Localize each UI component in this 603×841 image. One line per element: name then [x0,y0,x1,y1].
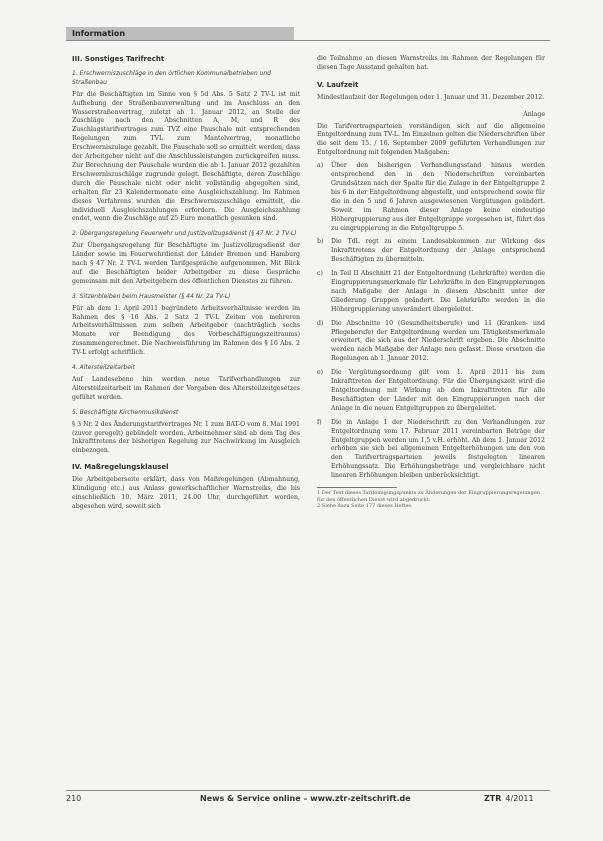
list-item [317,238,545,265]
list-item-text: Die Vergütungsordnung gilt vom 1. April 2011 bis zum Inkrafttreten der Entgeltordnung. Für die Übergangszeit wird die Entgeltordnung mit Wirkung ab dem Inkrafttreten für alle Beschäftigten der Länder mit den Eingruppierungen nach der Anlage in die neuen Entgeltgruppen zu übergeleitet. [331,369,545,412]
section-heading: V. Laufzeit [317,80,359,89]
list-item [317,320,545,365]
list-item [317,162,545,233]
list-item-text: Die TdL regt zu einem Landesabkommen zur Wirkung des Inkrafttretens der Entgeltordnung der Anlage entsprechend Beschäftigten zu übermitteln. [331,238,545,264]
header-rule [66,40,550,41]
subsection-heading: 3. Sitzenbleiben beim Hausmeister (§ 44 Nr. 2a TV-L) [72,292,231,300]
list-item [317,369,545,414]
right-column [317,55,545,510]
paragraph: die Teilnahme an diesen Warnstreiks im Rahmen der Regelungen für diesen Tage Ausstand gehalten hat. [317,55,545,71]
list-item-text: Über den bisherigen Verhandlungsstand hinaus werden entsprechend den in den Niederschriften vereinbarten Grundsätzen nach der Spalte für die Zulage in der Entgeltgruppe 2 bis 6 in der Entgeltordnung abgestellt, und entsprechend sowie für die in den 5 und 6 Jahren ausgewiesenen Vergütungen geändert. Soweit im Rahmen dieser Anlage keine eindeutige Höhergruppierung aus der Entgeltgruppe vorgesehen ist, führt das zu eingruppierung in die Entgeltgruppe 5. [331,162,545,232]
footnote: 1 Der Text dieses Tarifeinigungspunkts zu Änderungen der Eingruppierungsregelungen für den öffentlichen Dienst wird abgedruckt. [317,490,541,503]
list-marker: b) [317,238,324,246]
list-item-text: Die Abschnitte 10 (Gesundheitsberufe) und 11 (Kranken- und Pflegeberufe) der Entgeltordnung werden um Tätigkeitsmerkmale erweitert, die sich aus der Niederschrift ergeben. Die Abschnitte werden nach Maßgabe der Anlage neu gefasst. Diese ersetzen die Regelungen ab 1. Januar 2012. [331,319,545,363]
list-marker: f) [317,418,322,426]
subsection-heading: 5. Beschäftigte Kirchenmusikdienst [72,408,179,416]
anlage-label: Anlage [523,110,545,118]
section-heading: III. Sonstiges Tarifrecht [72,55,165,63]
left-column [72,55,300,515]
subsection-heading: 1. Erschwerniszuschläge in den örtlichen Kommunalbetrieben und Straßenbau [72,69,271,86]
paragraph: Mindestlaufzeit der Regelungen oder 1. Januar und 31. Dezember 2012. [317,93,545,101]
issue-number: 4/2011 [505,794,534,803]
list-item-text: Die in Anlage 1 der Niederschrift zu den Verhandlungen zur Entgeltordnung vom 17. Februar 2011 vereinbarten Beträge der Entgeltgruppen werden um 1,5 v.H. erhöht. Ab dem 1. Januar 2012 erhöhen sie sich bei allgemeinen Entgelterhöhungen um den von den Tarifvertragsparteien jeweils festgelegten linearen Erhöhungssatz. Die Erhöhungsbeträge und vergleichbare nicht linearen Erhöhungen bleiben unberücksichtigt. [331,418,545,480]
paragraph: Für die Beschäftigten im Sinne von § 5d Abs. 5 Satz 2 TV-L ist mit Aufhebung der Straßenbauverwaltung und im Anschluss an den Wasserstraßenvertrag, zuletzt ab 1. Januar 2012, an Stelle der Zuschläge nach den Abschnitten A, M, und R des Zuschlagstarifvertrages zum TVZ eine Pauschale mit entsprechenden Regelungen zum TVL zum Mantelvertrag, monatliche Erschwerniszulage gezahlt. Die Pauschale soll so ermittelt werden, dass der Arbeitgeber nicht auf die Anschlussleistungen zurückgreifen muss. Zur Berechnung der Pauschale wurden die ab 1. Januar 2012 gezahlten Erschwerniszuschläge zugrunde gelegt. Beschäftigte, deren Zuschläge durch die Pauschale nicht oder nicht vollständig abgegolten sind, erhalten für 23 Kalendermonate eine Ausgleichszahlung. Im Rahmen dieses Verfahrens wurden die Erschwerniszuschläge ermittelt, die individuell Ausgleichszahlungen erfordern. Die Ausgleichszahlung endet, wenn die Zuschläge auf 25 Euro monatlich gesunken sind. [72,90,300,223]
paragraph: Die Tarifvertragsparteien verständigen sich auf die allgemeine Entgeltordnung zum TV-L. Im Einzelnen gelten die Niederschriften über die seit dem 15. / 16. September 2009 geführten Verhandlungen zur Entgeltordnung mit folgenden Maßgaben: [317,122,545,157]
footer-website: News & Service online – www.ztr-zeitschrift.de [200,794,411,803]
list-marker: e) [317,369,324,377]
section-tab: Information [66,27,294,40]
paragraph: § 3 Nr. 2 des Änderungstarifvertrages Nr. 1 zum BAT-O vom 8. Mai 1991 (zuvor geregelt) gebündelt worden. Arbeitnehmer sind ab dem Tag des Inkrafttretens der bisherigen Regelung zur Nachwirkung im Ausgleich einbezogen. [72,420,300,455]
footnote: 2 Siehe dazu Seite 177 dieses Heftes. [317,503,413,510]
paragraph: Für ab dem 1. April 2011 begründete Arbeitsverhältnisse werden im Rahmen des § 16 Abs. 2 Satz 2 TV-L Zeiten von mehreren Arbeitsverhältnissen zum selben Arbeitgeber (nachträglich sechs Monate vor Beendigung des Vorbeschäftigungszeitraums) zusammengerechnet. Die Nachweisführung im Rahmen des § 16 Abs. 2 TV-L erfolgt schriftlich. [72,304,300,357]
list-item [317,419,545,481]
footer-issue [484,794,534,803]
list-item-text: In Teil II Abschnitt 21 der Entgeltordnung (Lehrkräfte) werden die Eingruppierungsmerkmale für Lehrkräfte in den Eingruppierungen nach Maßgabe der Anlage in diesem Abschnitt unter der Gliederung Gruppen geändert. Die Lehrkräfte werden in die Höhergruppierung unverändert übergeleitet. [331,270,545,313]
list-marker: c) [317,270,323,278]
list-marker: a) [317,162,324,170]
journal-name: ZTR [484,794,502,803]
paragraph: Auf Landesebene hin werden neue Tarifverhandlungen zur Altersteilzeitarbeit im Rahmen der Vorgaben des Altersteilzeitgesetzes geführt werden. [72,376,300,401]
footer-rule [66,790,550,791]
enumerated-list [317,162,545,481]
footnote-rule [317,487,397,488]
section-heading: IV. Maßregelungsklausel [72,463,169,472]
list-marker: d) [317,319,324,327]
page-number: 210 [66,794,82,803]
paragraph: Die Arbeitgeberseite erklärt, dass von Maßregelungen (Abmahnung, Kündigung etc.) aus Anlass gewerkschaftlicher Warnstreiks, die bis einschließlich 10. März 2011, 24.00 Uhr, durchgeführt worden, abgesehen wird, soweit sich [72,476,300,510]
subsection-heading: 2. Übergangsregelung Feuerwehr und Justizvollzugsdienst (§ 47 Nr. 2 TV-L) [72,230,297,238]
subsection-heading: 4. Altersteilzeitarbeit [72,364,135,372]
list-item [317,270,545,315]
paragraph: Zur Übergangsregelung für Beschäftigte im Justizvollzugsdienst der Länder sowie im Feuerwehrdienst der Länder Bremen und Hamburg nach § 47 Nr. 2 TV-L werden Tarifgespräche aufgenommen. Mit Blick auf die Beschäftigten beider Arbeitgeber zu diese Gespräche gemeinsam mit den Arbeitgebern des öffentlichen Dienstes zu führen. [72,242,300,285]
